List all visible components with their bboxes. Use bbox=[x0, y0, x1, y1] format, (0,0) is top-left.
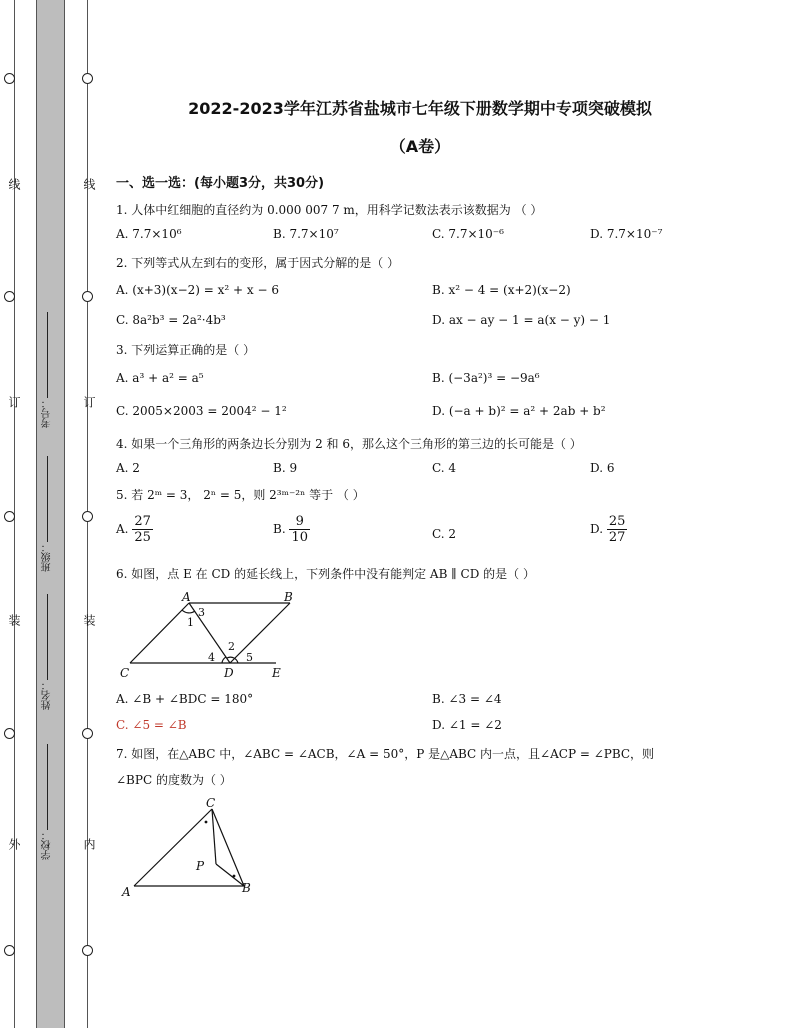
label-angle-4: 4 bbox=[208, 651, 215, 664]
q3-option-d[interactable]: D. (−a + b)² = a² + 2ab + b² bbox=[432, 404, 606, 418]
stripe-edge-right bbox=[64, 0, 65, 1028]
segment-ac bbox=[134, 809, 212, 886]
label-D: D bbox=[224, 666, 234, 680]
section-heading: 一、选一选：(每小题3分，共30分) bbox=[116, 176, 325, 191]
question-7-stem-line1: 7. 如图，在△ABC 中，∠ABC = ∠ACB，∠A = 50°，P 是△ABC 内一点，且∠ACP = ∠PBC，则 bbox=[116, 747, 655, 761]
margin-char: 订 bbox=[7, 396, 21, 408]
label-angle-1: 1 bbox=[187, 616, 194, 629]
q1-option-a[interactable]: A. 7.7×10⁶ bbox=[116, 227, 182, 241]
q1-option-d[interactable]: D. 7.7×10⁻⁷ bbox=[590, 227, 663, 241]
margin-char: 内 bbox=[82, 838, 96, 850]
q1-option-b[interactable]: B. 7.7×10⁷ bbox=[273, 227, 339, 241]
q6-figure bbox=[116, 588, 296, 684]
question-4-stem: 4. 如果一个三角形的两条边长分别为 2 和 6，那么这个三角形的第三边的长可能是（ ） bbox=[116, 437, 582, 451]
q4-option-d[interactable]: D. 6 bbox=[590, 461, 615, 475]
q2-option-c[interactable]: C. 8a²b³ = 2a²·4b³ bbox=[116, 313, 226, 327]
q4-option-b[interactable]: B. 9 bbox=[273, 461, 298, 475]
field-class: 班级： bbox=[40, 456, 60, 572]
label-P: P bbox=[196, 859, 205, 873]
q6-option-c[interactable]: C. ∠5 = ∠B bbox=[116, 718, 187, 732]
question-6-stem: 6. 如图，点 E 在 CD 的延长线上，下列条件中没有能判定 AB ∥ CD 的是（ ） bbox=[116, 567, 535, 581]
segment-cb bbox=[212, 809, 244, 886]
binding-hole bbox=[4, 728, 15, 739]
margin-char: 订 bbox=[82, 396, 96, 408]
q6-option-b[interactable]: B. ∠3 = ∠4 bbox=[432, 692, 502, 706]
margin-char: 线 bbox=[82, 178, 96, 190]
angle-arc-2 bbox=[227, 657, 234, 658]
binding-hole bbox=[4, 511, 15, 522]
q3-option-b[interactable]: B. (−3a²)³ = −9a⁶ bbox=[432, 371, 540, 385]
q2-option-b[interactable]: B. x² − 4 = (x+2)(x−2) bbox=[432, 283, 571, 297]
fraction: $\frac{9}{10}$ bbox=[291, 514, 309, 545]
q7-figure bbox=[116, 794, 266, 902]
margin-char: 装 bbox=[82, 614, 96, 626]
label-B: B bbox=[242, 881, 251, 895]
stripe-edge-left bbox=[36, 0, 37, 1028]
label-angle-3: 3 bbox=[198, 606, 205, 619]
q1-option-c[interactable]: C. 7.7×10⁻⁶ bbox=[432, 227, 504, 241]
angle-arc-5 bbox=[234, 658, 238, 663]
angle-arc-1 bbox=[182, 610, 195, 613]
margin-char: 外 bbox=[7, 838, 21, 850]
q4-option-c[interactable]: C. 4 bbox=[432, 461, 457, 475]
margin-char: 装 bbox=[7, 614, 21, 626]
field-exam-number: 考号： bbox=[40, 312, 60, 428]
label-C: C bbox=[120, 666, 130, 680]
fraction: $\frac{27}{25}$ bbox=[134, 514, 151, 545]
segment-ca bbox=[130, 603, 189, 663]
q3-option-c[interactable]: C. 2005×2003 = 2004² − 1² bbox=[116, 404, 287, 418]
binding-hole bbox=[82, 728, 93, 739]
q6-option-a[interactable]: A. ∠B + ∠BDC = 180° bbox=[116, 692, 254, 706]
label-A: A bbox=[182, 590, 191, 604]
page-subtitle: （A卷） bbox=[389, 137, 451, 156]
q3-option-a[interactable]: A. a³ + a² = a⁵ bbox=[116, 371, 204, 385]
question-7-stem-line2: ∠BPC 的度数为（ ） bbox=[116, 773, 232, 787]
label-A: A bbox=[122, 885, 131, 899]
question-3-stem: 3. 下列运算正确的是（ ） bbox=[116, 343, 256, 357]
binding-hole bbox=[82, 945, 93, 956]
margin-char: 线 bbox=[7, 178, 21, 190]
binding-hole bbox=[4, 73, 15, 84]
label-E: E bbox=[272, 666, 281, 680]
q5-option-a[interactable]: A. $\frac{27}{25}$ bbox=[116, 514, 151, 545]
q5-option-c[interactable]: C. 2 bbox=[432, 527, 457, 541]
q2-option-d[interactable]: D. ax − ay − 1 = a(x − y) − 1 bbox=[432, 313, 611, 327]
label-angle-2: 2 bbox=[228, 640, 235, 653]
angle-mark-dot bbox=[233, 875, 236, 878]
question-2-stem: 2. 下列等式从左到右的变形，属于因式分解的是（ ） bbox=[116, 256, 400, 270]
question-5-stem: 5. 若 2ᵐ = 3， 2ⁿ = 5，则 2³ᵐ⁻²ⁿ 等于 （ ） bbox=[116, 488, 365, 502]
field-name: 姓名： bbox=[40, 594, 60, 710]
label-B: B bbox=[284, 590, 293, 604]
binding-hole bbox=[4, 291, 15, 302]
field-school: 学校： bbox=[40, 744, 60, 860]
q2-option-a[interactable]: A. (x+3)(x−2) = x² + x − 6 bbox=[116, 283, 279, 297]
fraction: $\frac{25}{27}$ bbox=[608, 514, 626, 545]
angle-mark-dot bbox=[205, 821, 208, 824]
question-1-stem: 1. 人体中红细胞的直径约为 0.000 007 7 m，用科学记数法表示该数据为 （ ） bbox=[116, 203, 543, 217]
label-C: C bbox=[206, 796, 216, 810]
segment-db bbox=[230, 603, 290, 663]
binding-hole bbox=[82, 73, 93, 84]
page-title: 2022-2023学年江苏省盐城市七年级下册数学期中专项突破模拟 bbox=[188, 99, 652, 118]
q4-option-a[interactable]: A. 2 bbox=[116, 461, 140, 475]
q6-option-d[interactable]: D. ∠1 = ∠2 bbox=[432, 718, 502, 732]
q5-option-d[interactable]: D. $\frac{25}{27}$ bbox=[590, 514, 626, 545]
binding-hole bbox=[82, 291, 93, 302]
binding-hole bbox=[82, 511, 93, 522]
label-angle-5: 5 bbox=[246, 651, 253, 664]
q5-option-b[interactable]: B. $\frac{9}{10}$ bbox=[273, 514, 309, 545]
binding-hole bbox=[4, 945, 15, 956]
angle-arc-4 bbox=[222, 657, 226, 663]
